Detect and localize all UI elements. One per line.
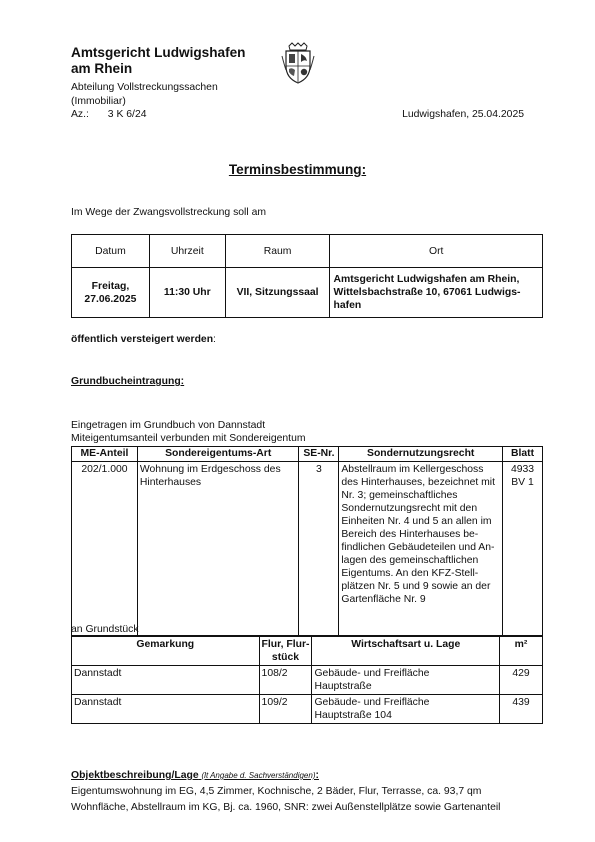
cell-wirtschaftsart-line2: Hauptstraße 104 bbox=[314, 710, 392, 721]
case-number-label: Az.: bbox=[71, 109, 89, 120]
cell-wirtschaftsart bbox=[312, 695, 500, 724]
termin-table bbox=[71, 234, 543, 318]
header-flur bbox=[259, 637, 312, 666]
header-sondereigentums-art: Sondereigentums-Art bbox=[137, 447, 299, 462]
cell-m2: 429 bbox=[500, 666, 543, 695]
table-row bbox=[72, 695, 543, 724]
case-number-value: 3 K 6/24 bbox=[107, 109, 147, 120]
termin-date-value: 27.06.2025 bbox=[84, 293, 137, 305]
header-flur-line1: Flur, Flur- bbox=[261, 639, 310, 650]
table-row bbox=[72, 462, 543, 636]
cell-wirtschaftsart bbox=[312, 666, 500, 695]
intro-text: Im Wege der Zwangsvollstreckung soll am bbox=[71, 207, 266, 218]
cell-blatt bbox=[503, 462, 543, 636]
parcel-table bbox=[71, 636, 543, 724]
cell-wirtschaftsart-line1: Gebäude- und Freifläche bbox=[314, 697, 430, 708]
objekt-heading-text: Objektbeschreibung/Lage bbox=[71, 770, 199, 781]
cell-me-anteil: 202/1.000 bbox=[72, 462, 138, 636]
grundbuch-heading: Grundbucheintragung: bbox=[71, 376, 185, 387]
eingetragen-line1: Eingetragen im Grundbuch von Dannstadt bbox=[71, 420, 266, 431]
auction-statement-colon: : bbox=[213, 334, 216, 345]
cell-gemarkung: Dannstadt bbox=[72, 695, 260, 724]
cell-flur: 109/2 bbox=[259, 695, 312, 724]
header-sondernutzungsrecht: Sondernutzungsrecht bbox=[339, 447, 503, 462]
termin-date bbox=[72, 268, 150, 318]
table-row bbox=[72, 666, 543, 695]
cell-blatt-number: 4933 bbox=[510, 464, 535, 475]
header-wirtschaftsart: Wirtschaftsart u. Lage bbox=[312, 637, 500, 666]
auction-statement-text: öffentlich versteigert werden bbox=[71, 334, 214, 345]
eingetragen-text bbox=[71, 419, 306, 446]
place-date: Ludwigshafen, 25.04.2025 bbox=[402, 109, 524, 120]
objekt-description-line1: Eigentumswohnung im EG, 4,5 Zimmer, Kochnische, 2 Bäder, Flur, Terrasse, ca. 93,7 qm bbox=[71, 786, 482, 797]
header-gemarkung: Gemarkung bbox=[72, 637, 260, 666]
case-number bbox=[71, 109, 147, 122]
cell-m2: 439 bbox=[500, 695, 543, 724]
cell-sondernutzungsrecht: Abstellraum im Kellergeschoss des Hinterhauses, bezeichnet mit Nr. 3; gemeinschaftliches Sondernutzungsrecht mit den Einheiten Nr. 4 und 5 an allen im Bereich des Hinterhauses be-findlichen Gebäudeteilen und An-lagen des gemeinschaftlichen Eigentums. An den KFZ-Stell-plätzen Nr. 5 und 9 sowie an der Gartenfläche Nr. 9 bbox=[339, 462, 503, 636]
court-name-line2: am Rhein bbox=[71, 61, 133, 77]
cell-gemarkung: Dannstadt bbox=[72, 666, 260, 695]
termin-header-ort: Ort bbox=[330, 235, 543, 268]
eingetragen-line2: Miteigentumsanteil verbunden mit Sondereigentum bbox=[71, 433, 306, 445]
objekt-heading bbox=[71, 770, 319, 783]
parcel-header-row bbox=[72, 637, 543, 666]
cell-se-nr: 3 bbox=[299, 462, 339, 636]
cell-wirtschaftsart-line2: Hauptstraße bbox=[314, 681, 372, 692]
department bbox=[71, 81, 291, 108]
cell-blatt-bv: BV 1 bbox=[511, 477, 534, 488]
objekt-heading-note: (lt Angabe d. Sachverständigen) bbox=[201, 771, 316, 780]
termin-location: Amtsgericht Ludwigshafen am Rhein, Wittelsbachstraße 10, 67061 Ludwigs-hafen bbox=[330, 268, 543, 318]
header-flur-line2: stück bbox=[271, 652, 300, 663]
termin-time: 11:30 Uhr bbox=[149, 268, 225, 318]
department-line1: Abteilung Vollstreckungssachen bbox=[71, 82, 218, 93]
department-line2: (Immobiliar) bbox=[71, 95, 126, 107]
objekt-description-line2: Wohnfläche, Abstellraum im KG, Bj. ca. 1960, SNR: zwei Außenstellplätze sowie Gartenanteil bbox=[71, 802, 501, 814]
header-se-nr: SE-Nr. bbox=[299, 447, 339, 462]
header-m2: m² bbox=[500, 637, 543, 666]
termin-header-uhrzeit: Uhrzeit bbox=[149, 235, 225, 268]
header-blatt: Blatt bbox=[503, 447, 543, 462]
page-title: Terminsbestimmung: bbox=[228, 162, 367, 177]
termin-header-datum: Datum bbox=[72, 235, 150, 268]
termin-date-weekday: Freitag, bbox=[91, 280, 130, 292]
termin-header-raum: Raum bbox=[225, 235, 330, 268]
coat-of-arms-icon bbox=[280, 42, 316, 84]
an-grundstueck-label: an Grundstück bbox=[71, 624, 139, 635]
court-name-line1: Amtsgericht Ludwigshafen bbox=[71, 45, 246, 60]
court-name bbox=[71, 45, 271, 78]
cell-flur: 108/2 bbox=[259, 666, 312, 695]
termin-row bbox=[72, 268, 543, 318]
header-me-anteil: ME-Anteil bbox=[72, 447, 138, 462]
termin-room: VII, Sitzungssaal bbox=[225, 268, 330, 318]
cell-wirtschaftsart-line1: Gebäude- und Freifläche bbox=[314, 668, 430, 679]
objekt-heading-colon: : bbox=[315, 770, 319, 781]
miteigentum-header-row bbox=[72, 447, 543, 462]
objekt-description bbox=[71, 784, 541, 816]
miteigentum-table bbox=[71, 446, 543, 636]
cell-sondereigentums-art: Wohnung im Erdgeschoss des Hinterhauses bbox=[137, 462, 299, 636]
termin-header-row bbox=[72, 235, 543, 268]
auction-statement bbox=[71, 334, 216, 347]
